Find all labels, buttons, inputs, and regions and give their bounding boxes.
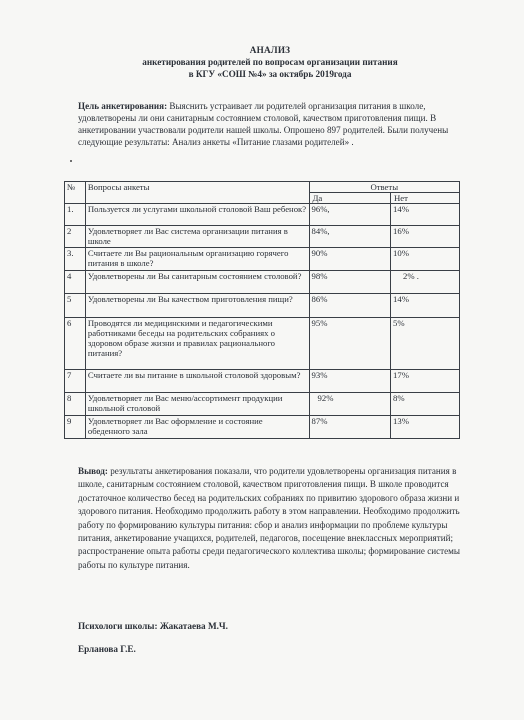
row-question: Пользуется ли услугами школьной столовой Ваш ребенок?: [85, 204, 309, 226]
goal-text: Выяснить устраивает ли родителей организация питания в школе, удовлетворены ли они санитарным состоянием столовой, качеством приготовления пищи. В анкетировании участвовали родители нашей школы. Опрошено 897 родителей. Были получены следующие результаты: Анализ анкеты «Питание глазами родителей» .: [78, 101, 449, 147]
row-yes: 84%,: [309, 226, 391, 248]
row-number: 1.: [65, 204, 86, 226]
row-yes: 98%: [309, 271, 391, 294]
row-question: Удовлетворяет ли Вас оформление и состояние обеденного зала: [85, 416, 309, 439]
title-line-2: анкетирования родителей по вопросам организации питания: [142, 57, 398, 67]
document-title: [60, 44, 480, 80]
table-row: [65, 393, 460, 416]
table-row: [65, 271, 460, 294]
header-question: Вопросы анкеты: [85, 182, 309, 204]
row-no: 10%: [391, 248, 460, 271]
table-header-row: [65, 182, 460, 193]
row-yes: 96%,: [309, 204, 391, 226]
table-row: [65, 248, 460, 271]
row-question: Удовлетворены ли Вы качеством приготовления пищи?: [85, 294, 309, 318]
table-row: [65, 204, 460, 226]
row-yes: 95%: [309, 318, 391, 370]
header-answers: Ответы: [309, 182, 460, 193]
row-no: 16%: [391, 226, 460, 248]
row-question: Удовлетворены ли Вы санитарным состоянием столовой?: [85, 271, 309, 294]
row-number: 3.: [65, 248, 86, 271]
stray-dot: [70, 160, 72, 162]
table-row: [65, 318, 460, 370]
row-no: 8%: [391, 393, 460, 416]
title-line-1: АНАЛИЗ: [249, 45, 291, 55]
row-yes: 92%: [309, 393, 391, 416]
row-yes: 87%: [309, 416, 391, 439]
conclusion-label: Вывод:: [78, 466, 108, 476]
row-number: 7: [65, 370, 86, 393]
header-yes: Да: [309, 193, 391, 204]
row-number: 5: [65, 294, 86, 318]
row-no: 5%: [391, 318, 460, 370]
row-number: 4: [65, 271, 86, 294]
row-question: Проводятся ли медицинскими и педагогическими работниками беседы на родительских собраниях о здоровом образе жизни и правилах рационального питания?: [85, 318, 309, 370]
survey-table: [64, 181, 460, 439]
row-number: 8: [65, 393, 86, 416]
row-question: Считаете ли Вы рациональным организацию горячего питания в школе?: [85, 248, 309, 271]
row-question: Считаете ли вы питание в школьной столовой здоровым?: [85, 370, 309, 393]
row-no: 17%: [391, 370, 460, 393]
row-yes: 86%: [309, 294, 391, 318]
row-no: 13%: [391, 416, 460, 439]
title-line-3: в КГУ «СОШ №4» за октябрь 2019года: [188, 69, 352, 79]
row-number: 9: [65, 416, 86, 439]
conclusion-paragraph: [78, 465, 478, 572]
row-number: 6: [65, 318, 86, 370]
goal-paragraph: [78, 100, 468, 148]
goal-label: Цель анкетирования:: [78, 101, 168, 111]
row-yes: 90%: [309, 248, 391, 271]
header-number: №: [65, 182, 86, 204]
row-no: 14%: [391, 294, 460, 318]
table-row: [65, 370, 460, 393]
row-question: Удовлетворяет ли Вас система организации питания в школе: [85, 226, 309, 248]
row-no: 2% .: [391, 271, 460, 294]
table-row: [65, 226, 460, 248]
row-number: 2: [65, 226, 86, 248]
signature-psychologist-1: Психологи школы: Жакатаева М.Ч.: [78, 621, 228, 631]
table-row: [65, 294, 460, 318]
row-yes: 93%: [309, 370, 391, 393]
row-question: Удовлетворяет ли Вас меню/ассортимент продукции школьной столовой: [85, 393, 309, 416]
conclusion-text: результаты анкетирования показали, что родители удовлетворены организация питания в школе, санитарным состоянием столовой, качеством приготовления пищи. В школе проводится достаточное количество бесед на родительских собраниях по привитию здорового образа жизни и здорового питания. Необходимо продолжить работу в этом направлении. Необходимо продолжить работу по формированию культуры питания: сбор и анализ информации по проблеме культуры питания, анкетирование учащихся, родителей, педагогов, посещение внеклассных мероприятий; распространение опыта работы среди педагогического коллектива школы; формирование системы работы по культуре питания.: [78, 466, 461, 570]
signature-psychologist-2: Ерланова Г.Е.: [78, 644, 136, 654]
table-row: [65, 416, 460, 439]
header-no: Нет: [391, 193, 460, 204]
row-no: 14%: [391, 204, 460, 226]
